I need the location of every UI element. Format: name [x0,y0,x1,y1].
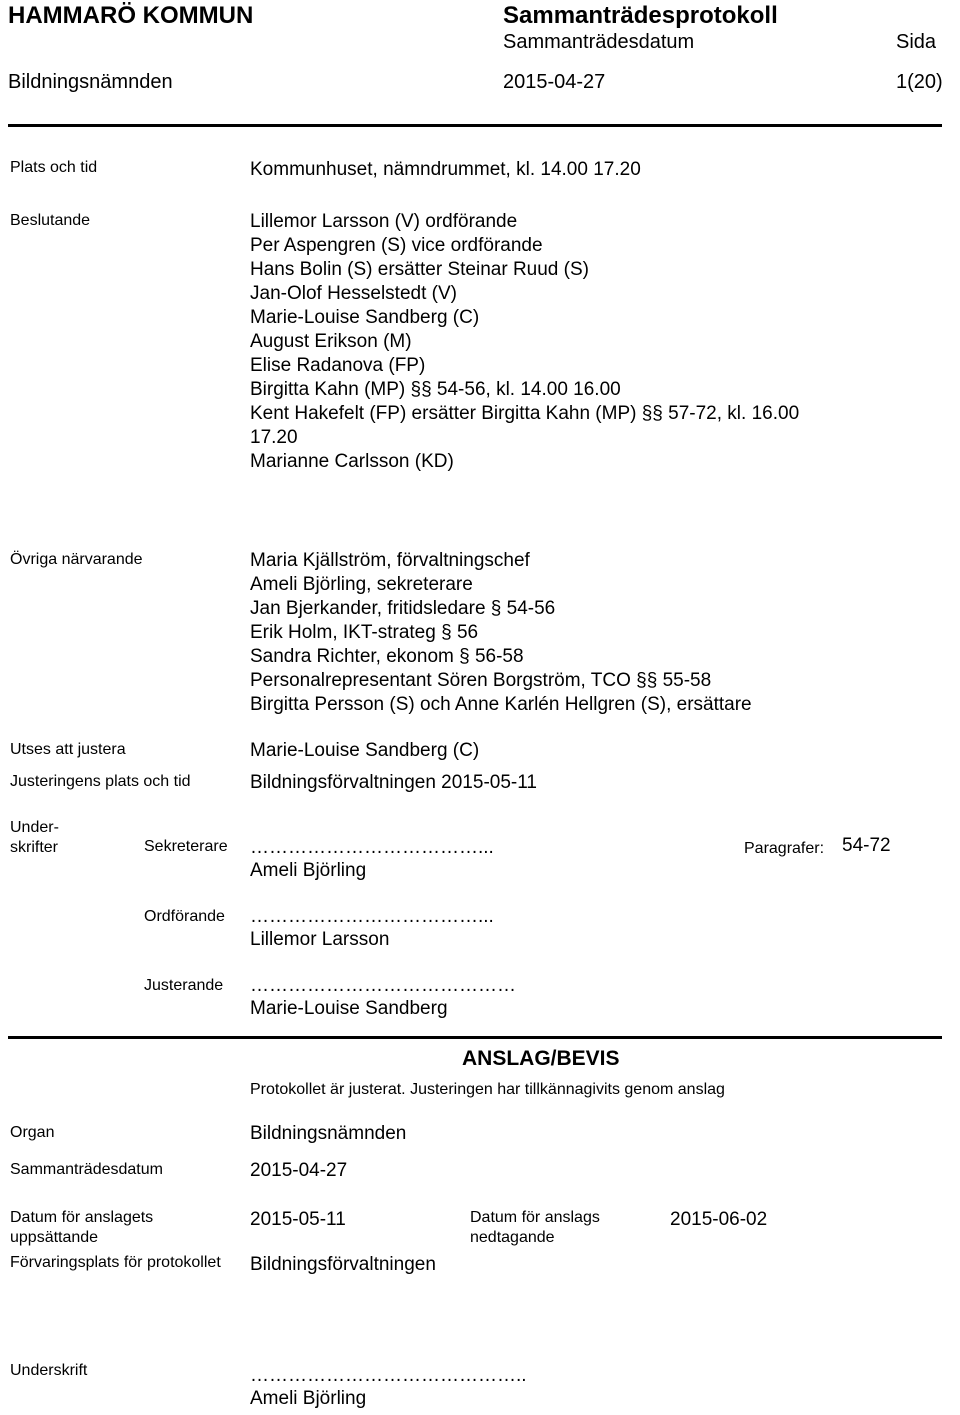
final-signature-line: …………………………………….. [250,1365,527,1386]
list-item: Kent Hakefelt (FP) ersätter Birgitta Kahn (MP) §§ 57-72, kl. 16.00 [250,403,800,424]
deciding-list [250,210,799,474]
paragraphs-label: Paragrafer: [744,840,825,857]
deciding-label: Beslutande [10,212,91,229]
removed-label-line2: nedtagande [470,1229,555,1246]
list-item: Marie-Louise Sandberg (C) [250,307,480,328]
header-page-number: 1(20) [896,71,943,93]
signatures-label-line1: Under- [10,819,59,836]
list-item: Jan Bjerkander, fritidsledare § 54-56 [250,598,556,619]
chair-name: Lillemor Larsson [250,929,390,950]
adjuster-value: Marie-Louise Sandberg (C) [250,740,480,761]
others-label: Övriga närvarande [10,551,143,568]
paragraphs-value: 54-72 [842,835,891,856]
list-item: Hans Bolin (S) ersätter Steinar Ruud (S) [250,259,589,280]
chair-signature-line: ………………………………... [250,906,494,927]
list-item: Jan-Olof Hesselstedt (V) [250,283,457,304]
list-item: Elise Radanova (FP) [250,355,426,376]
list-item: Birgitta Kahn (MP) §§ 54-56, kl. 14.00 16.00 [250,379,621,400]
municipality-name: HAMMARÖ KOMMUN [8,2,254,29]
list-item: Ameli Björling, sekreterare [250,574,473,595]
signatures-label-line2: skrifter [10,839,58,856]
document-title: Sammanträdesprotokoll [503,2,778,29]
list-item: Lillemor Larsson (V) ordförande [250,211,518,232]
organ-label: Organ [10,1124,55,1141]
chair-label: Ordförande [144,908,225,925]
secretary-name: Ameli Björling [250,860,367,881]
secretary-label: Sekreterare [144,838,228,855]
notice-title: ANSLAG/BEVIS [462,1047,620,1070]
list-item: Marianne Carlsson (KD) [250,451,454,472]
list-item: Maria Kjällström, förvaltningschef [250,550,530,571]
list-item: 17.20 [250,427,298,448]
adjuster-signature-line: …………………………………… [250,975,516,996]
list-item: Birgitta Persson (S) och Anne Karlén Hellgren (S), ersättare [250,694,752,715]
secretary-signature-line: ………………………………... [250,837,494,858]
list-item: Per Aspengren (S) vice ordförande [250,235,543,256]
adjust-place-label: Justeringens plats och tid [10,773,191,790]
header-date-label: Sammanträdesdatum [503,31,695,53]
removed-value: 2015-06-02 [670,1209,768,1230]
adjust-place-value: Bildningsförvaltningen 2015-05-11 [250,772,537,793]
list-item: Erik Holm, IKT-strateg § 56 [250,622,479,643]
storage-value: Bildningsförvaltningen [250,1254,436,1275]
storage-label: Förvaringsplats för protokollet [10,1254,221,1271]
posted-label-line2: uppsättande [10,1229,99,1246]
list-item: August Erikson (M) [250,331,412,352]
meeting-date-value: 2015-04-27 [250,1160,348,1181]
header-page-label: Sida [896,31,937,53]
final-signature-label: Underskrift [10,1362,88,1379]
removed-label-line1: Datum för anslags [470,1209,600,1226]
adjuster-name: Marie-Louise Sandberg [250,998,448,1019]
list-item: Sandra Richter, ekonom § 56-58 [250,646,524,667]
adjuster-signature-label: Justerande [144,977,224,994]
header-divider [8,124,942,127]
notice-divider [8,1036,942,1039]
others-list [250,549,752,717]
list-item: Personalrepresentant Sören Borgström, TCO §§ 55-58 [250,670,712,691]
adjuster-label: Utses att justera [10,741,126,758]
organ-value: Bildningsnämnden [250,1123,407,1144]
header-committee: Bildningsnämnden [8,71,173,93]
posted-value: 2015-05-11 [250,1209,346,1230]
meeting-date-label: Sammanträdesdatum [10,1161,163,1178]
header-date: 2015-04-27 [503,71,606,93]
posted-label-line1: Datum för anslagets [10,1209,154,1226]
place-value: Kommunhuset, nämndrummet, kl. 14.00 17.20 [250,159,641,180]
notice-intro: Protokollet är justerat. Justeringen har tillkännagivits genom anslag [250,1081,725,1098]
final-signature-name: Ameli Björling [250,1388,367,1409]
place-label: Plats och tid [10,159,98,176]
